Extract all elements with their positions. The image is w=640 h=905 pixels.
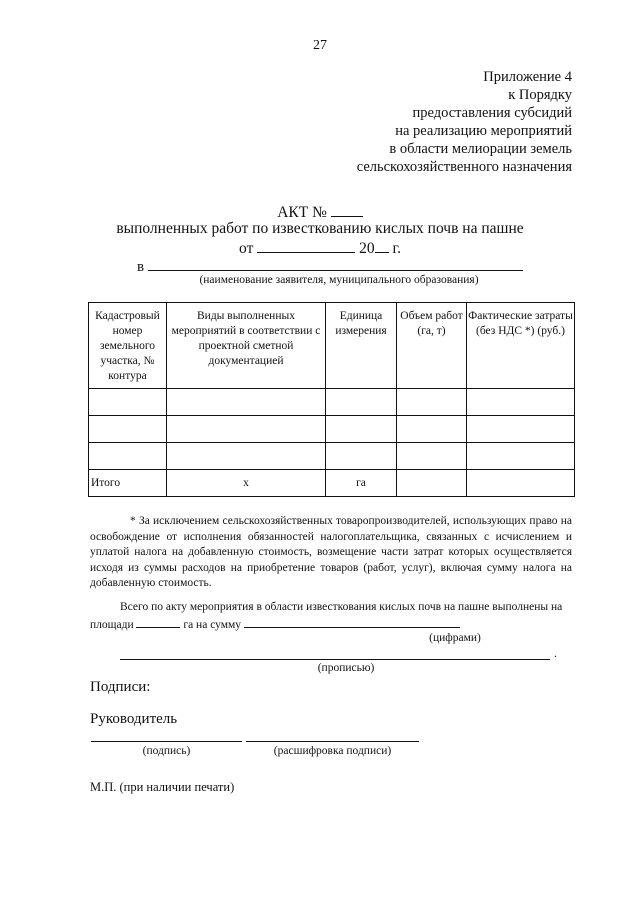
appendix-line: на реализацию мероприятий [395, 123, 572, 139]
table-cell[interactable] [167, 416, 326, 443]
act-title [0, 202, 640, 222]
signatory-role: Руководитель [90, 711, 178, 727]
table-cell[interactable] [89, 389, 167, 416]
table-cell[interactable] [467, 443, 575, 470]
works-table [88, 302, 575, 497]
table-cell[interactable] [397, 416, 467, 443]
digits-caption: (цифрами) [429, 632, 481, 644]
act-date-line [0, 238, 640, 258]
table-cell[interactable] [467, 389, 575, 416]
applicant-name-field[interactable] [148, 256, 523, 271]
header-unit: Единица измерения [326, 303, 397, 389]
total-volume-cell[interactable] [397, 470, 467, 497]
applicant-line [137, 256, 523, 276]
signatures-heading: Подписи: [90, 679, 151, 695]
page-number: 27 [313, 38, 327, 53]
appendix-line: предоставления субсидий [412, 105, 572, 121]
date-prefix: от [239, 240, 254, 257]
total-costs-cell[interactable] [467, 470, 575, 497]
appendix-block [357, 68, 572, 176]
date-day-month-field[interactable] [257, 238, 355, 253]
header-volume: Объем работ (га, т) [397, 303, 467, 389]
date-year: 20 [359, 240, 375, 257]
table-header-row [89, 303, 575, 389]
area-field[interactable] [136, 616, 180, 628]
place-prefix: в [137, 259, 145, 275]
table-total-row [89, 470, 575, 497]
appendix-line: в области мелиорации земель [389, 141, 572, 157]
footnote [90, 514, 572, 592]
table-row [89, 389, 575, 416]
summary-text-1: Всего по акту мероприятия в области известкования кислых почв на пашне выполнены на площади [90, 601, 563, 631]
table-cell[interactable] [167, 443, 326, 470]
table-row [89, 416, 575, 443]
amount-digits-field[interactable] [244, 616, 460, 628]
table-cell[interactable] [326, 416, 397, 443]
date-suffix: г. [392, 240, 401, 257]
amount-words-period: . [554, 646, 557, 660]
signature-field[interactable] [91, 741, 242, 742]
amount-words-field[interactable] [120, 659, 550, 660]
header-actual-costs: Фактические затраты (без НДС *) (руб.) [467, 303, 575, 389]
table-cell[interactable] [89, 443, 167, 470]
table-cell[interactable] [167, 389, 326, 416]
table-row [89, 443, 575, 470]
signature-decode-caption: (расшифровка подписи) [273, 745, 392, 757]
table-cell[interactable] [467, 416, 575, 443]
appendix-line: к Порядку [508, 87, 572, 103]
footnote-text: * За исключением сельскохозяйственных товаропроизводителей, использующих право на освобождение от исполнения обязанностей налогоплательщика, связанных с исчислением и уплатой налога на добавленную стоимость, возмещение части затрат которых осуществляется исходя из суммы расходов на приобретение товаров (работ, услуг), включая сумму налога на добавленную стоимость. [90, 515, 572, 589]
table-cell[interactable] [89, 416, 167, 443]
summary-block [90, 600, 572, 633]
table-cell[interactable] [397, 443, 467, 470]
table-cell[interactable] [326, 389, 397, 416]
total-label: Итого [89, 470, 167, 497]
date-year-field[interactable] [375, 238, 389, 253]
signature-decode-field[interactable] [246, 741, 419, 742]
act-number-field[interactable] [331, 202, 363, 217]
signature-caption: (подпись) [142, 745, 191, 757]
header-cadastral-number: Кадастровый номер земельного участка, № контура [89, 303, 167, 389]
total-work-types: х [167, 470, 326, 497]
words-caption: (прописью) [317, 662, 375, 674]
applicant-caption: (наименование заявителя, муниципального образования) [199, 274, 479, 286]
header-work-types: Виды выполненных мероприятий в соответствии с проектной сметной документацией [167, 303, 326, 389]
stamp-note: М.П. (при наличии печати) [90, 780, 235, 794]
table-cell[interactable] [326, 443, 397, 470]
act-subtitle: выполненных работ по известкованию кислых почв на пашне [116, 220, 524, 237]
appendix-line: Приложение 4 [483, 69, 572, 85]
table-cell[interactable] [397, 389, 467, 416]
total-unit: га [326, 470, 397, 497]
act-title-text: АКТ № [277, 204, 327, 221]
summary-text-2: га на сумму [183, 618, 242, 631]
appendix-line: сельскохозяйственного назначения [356, 159, 572, 175]
